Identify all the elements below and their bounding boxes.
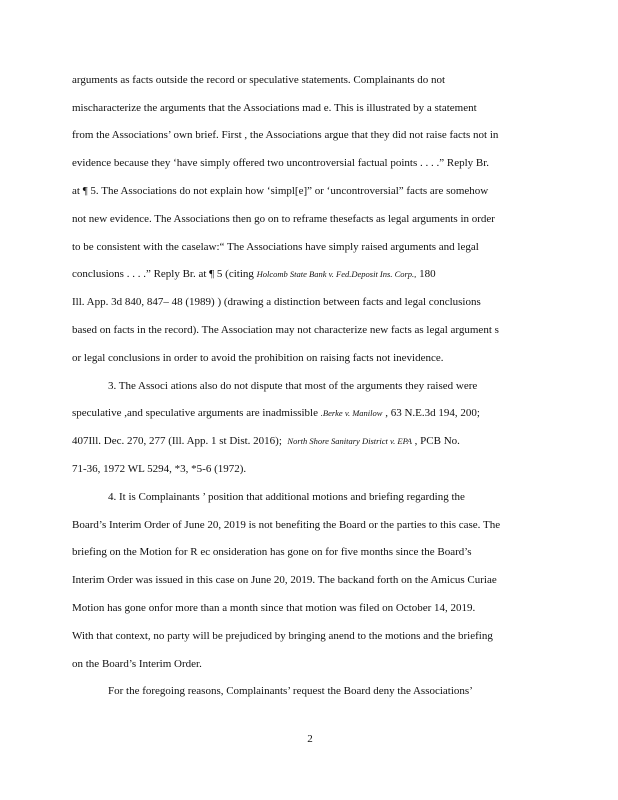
case-citation: .Berke v. Manilow: [320, 408, 383, 418]
text-line: or legal conclusions in order to avoid the prohibition on raising facts not inevidence.: [72, 352, 444, 364]
text-line: Ill. App. 3d 840, 847– 48 (1989) ) (drawing a distinction between facts and legal conclusions: [72, 296, 481, 308]
text-span: , 63 N.E.3d 194, 200;: [382, 407, 480, 419]
text-line: evidence because they ‘have simply offered two uncontroversial factual points . . . .” Reply Br.: [72, 157, 490, 169]
text-span: 180: [416, 268, 436, 280]
text-line: from the Associations’ own brief. First , the Associations argue that they did not raise facts not in: [72, 129, 499, 141]
text-line: arguments as facts outside the record or speculative statements. Complainants do not: [72, 74, 446, 86]
text-line: 71-36, 1972 WL 5294, *3, *5-6 (1972).: [72, 463, 247, 475]
text-line: briefing on the Motion for R ec onsideration has gone on for five months since the Board’s: [72, 546, 472, 558]
text-line: [72, 406, 544, 420]
text-span: speculative ,and speculative arguments are inadmissible: [72, 407, 321, 419]
case-citation: North Shore Sanitary District v. EPA: [287, 436, 412, 446]
text-span: 407Ill. Dec. 270, 277 (Ill. App. 1 st Dist. 2016);: [72, 435, 282, 447]
text-line: mischaracterize the arguments that the Associations mad e. This is illustrated by a statement: [72, 102, 477, 114]
text-line: [72, 267, 544, 281]
text-line: 4. It is Complainants ’ position that additional motions and briefing regarding the: [108, 491, 465, 503]
text-line: at ¶ 5. The Associations do not explain how ‘simpl[e]” or ‘uncontroversial” facts are somehow: [72, 185, 489, 197]
text-line: Interim Order was issued in this case on June 20, 2019. The backand forth on the Amicus Curiae: [72, 574, 497, 586]
text-line: Motion has gone onfor more than a month since that motion was filed on October 14, 2019.: [72, 602, 476, 614]
text-line: Board’s Interim Order of June 20, 2019 is not benefiting the Board or the parties to this case. The: [72, 519, 501, 531]
case-citation: Holcomb State Bank v. Fed.Deposit Ins. Corp.,: [256, 269, 417, 279]
text-line: to be consistent with the caselaw:“ The Associations have simply raised arguments and legal: [72, 241, 479, 253]
text-line: 3. The Associ ations also do not dispute that most of the arguments they raised were: [108, 380, 478, 392]
text-span: , PCB No.: [411, 435, 460, 447]
text-line: on the Board’s Interim Order.: [72, 658, 202, 670]
text-line: not new evidence. The Associations then go on to reframe thesefacts as legal arguments in order: [72, 213, 495, 225]
text-line: With that context, no party will be prejudiced by bringing anend to the motions and the briefing: [72, 630, 493, 642]
text-line: [72, 434, 544, 448]
text-line: For the foregoing reasons, Complainants’ request the Board deny the Associations’: [108, 685, 473, 697]
text-line: based on facts in the record). The Association may not characterize new facts as legal argument s: [72, 324, 499, 336]
page-number: 2: [307, 733, 313, 745]
text-span: conclusions . . . .” Reply Br. at ¶ 5 (citing: [72, 268, 257, 280]
